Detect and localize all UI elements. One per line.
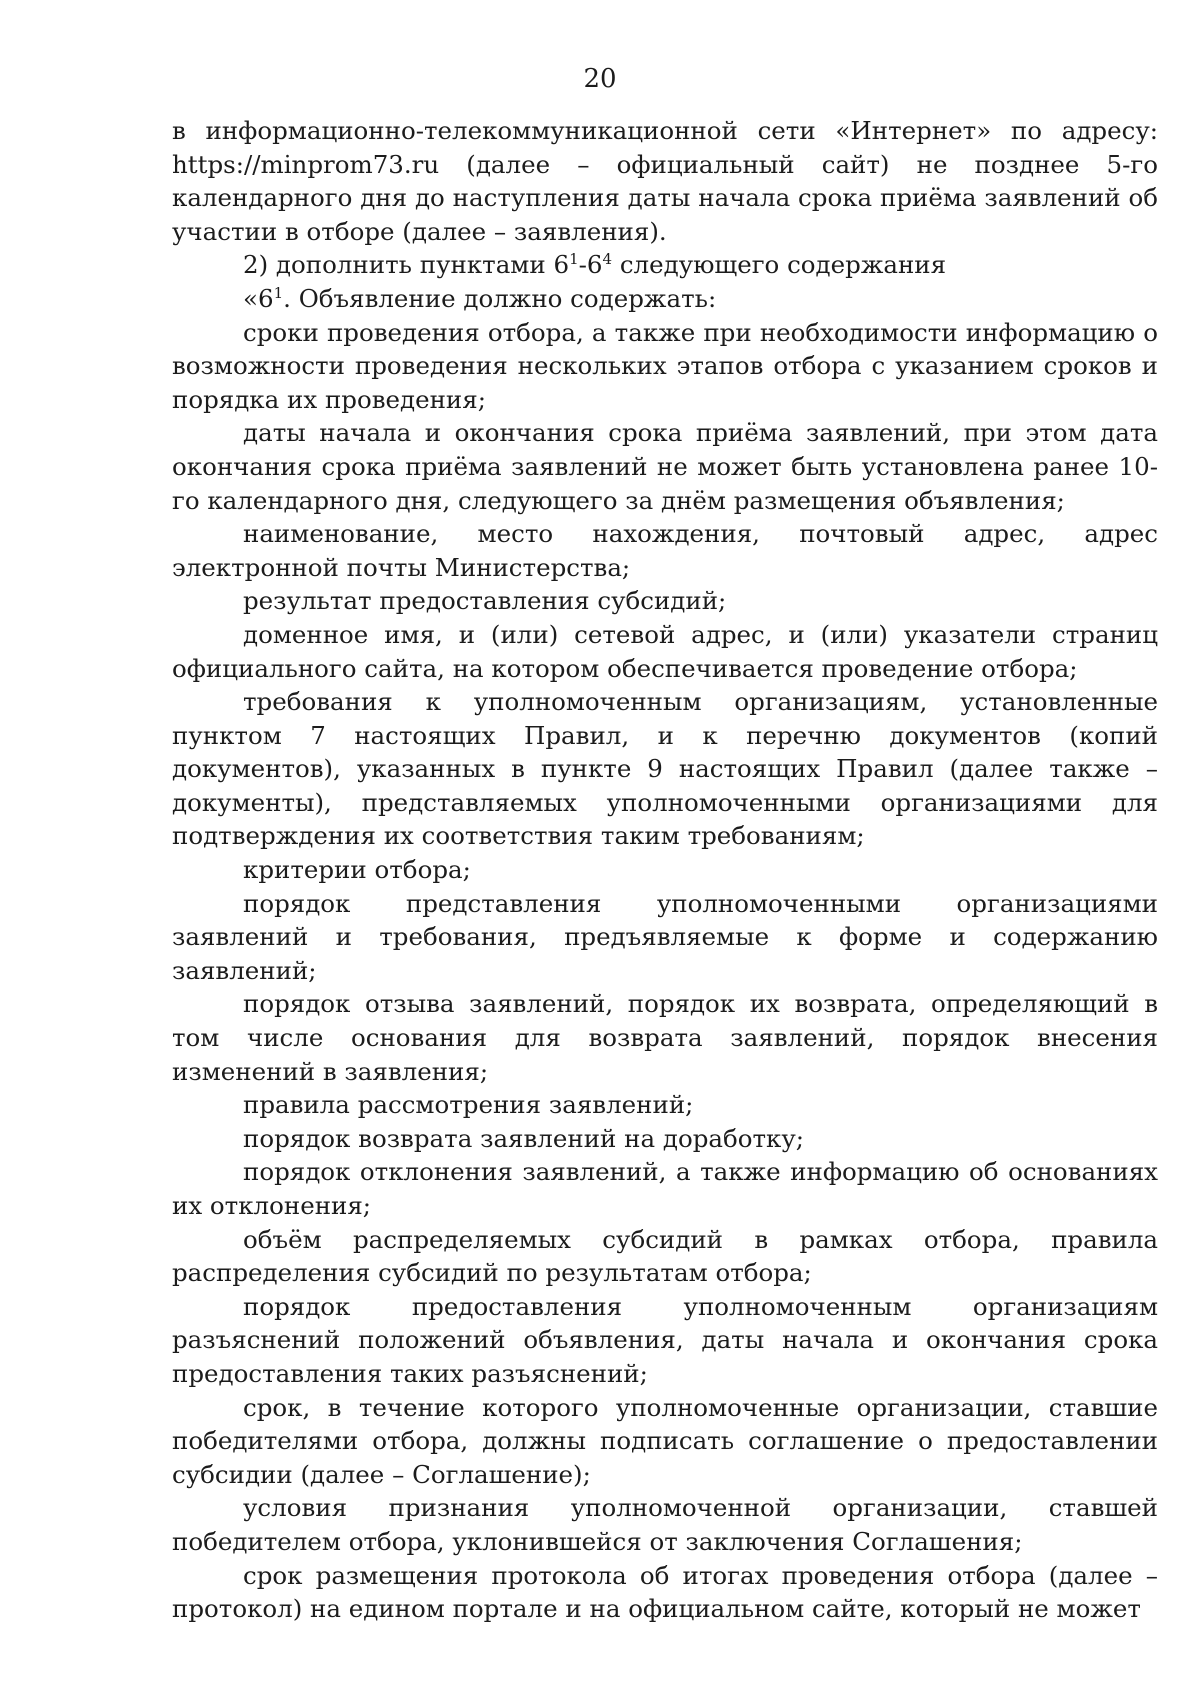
list-item: сроки проведения отбора, а также при необходимости информацию о возможности проведения нескольких этапов отбора с указанием сроков и порядка их проведения;	[172, 317, 1158, 414]
list-item: результат предоставления субсидий;	[243, 586, 727, 616]
list-item: требования к уполномоченным организациям, установленные пунктом 7 настоящих Правил, и к перечню документов (копий документов), указанных в пункте 9 настоящих Правил (далее также – документы), представляемых уполномоченными организациями для подтверждения их соответствия таким требованиям;	[172, 687, 1158, 851]
list-item: правила рассмотрения заявлений;	[243, 1090, 694, 1120]
list-item: условия признания уполномоченной организации, ставшей победителем отбора, уклонившейся от заключения Соглашения;	[172, 1493, 1158, 1556]
list-item: критерии отбора;	[243, 855, 471, 885]
list-item: срок, в течение которого уполномоченные организации, ставшие победителями отбора, должны подписать соглашение о предоставлении субсидии (далее – Соглашение);	[172, 1392, 1158, 1489]
list-item: наименование, место нахождения, почтовый адрес, адрес электронной почты Министерства;	[172, 519, 1158, 582]
page-number: 20	[583, 64, 617, 94]
list-item: порядок возврата заявлений на доработку;	[243, 1123, 805, 1153]
paragraph: в информационно-телекоммуникационной сети «Интернет» по адресу: https://minprom73.ru (далее – официальный сайт) не позднее 5-го календарного дня до наступления даты начала срока приёма заявлений об участии в отборе (далее – заявления).	[172, 116, 1158, 246]
list-item: порядок отзыва заявлений, порядок их возврата, определяющий в том числе основания для возврата заявлений, порядок внесения изменений в заявления;	[172, 989, 1158, 1086]
list-item: порядок представления уполномоченными организациями заявлений и требования, предъявляемые к форме и содержанию заявлений;	[172, 888, 1158, 985]
document-body	[172, 114, 1158, 1626]
list-item: порядок предоставления уполномоченным организациям разъяснений положений объявления, даты начала и окончания срока предоставления таких разъяснений;	[172, 1291, 1158, 1388]
list-item: даты начала и окончания срока приёма заявлений, при этом дата окончания срока приёма заявлений не может быть установлена ранее 10-го календарного дня, следующего за днём размещения объявления;	[172, 418, 1158, 515]
list-item: доменное имя, и (или) сетевой адрес, и (или) указатели страниц официального сайта, на котором обеспечивается проведение отбора;	[172, 619, 1158, 683]
list-item: срок размещения протокола об итогах проведения отбора (далее – протокол) на едином портале и на официальном сайте, который не может	[172, 1560, 1158, 1624]
list-item: порядок отклонения заявлений, а также информацию об основаниях их отклонения;	[172, 1157, 1158, 1220]
amendment-item-2: 2) дополнить пунктами $6^1-6^4$ следующего содержания	[243, 250, 947, 280]
clause-6-1-heading: «$6^1$. Объявление должно содержать:	[243, 283, 717, 313]
list-item: объём распределяемых субсидий в рамках отбора, правила распределения субсидий по результатам отбора;	[172, 1224, 1158, 1288]
